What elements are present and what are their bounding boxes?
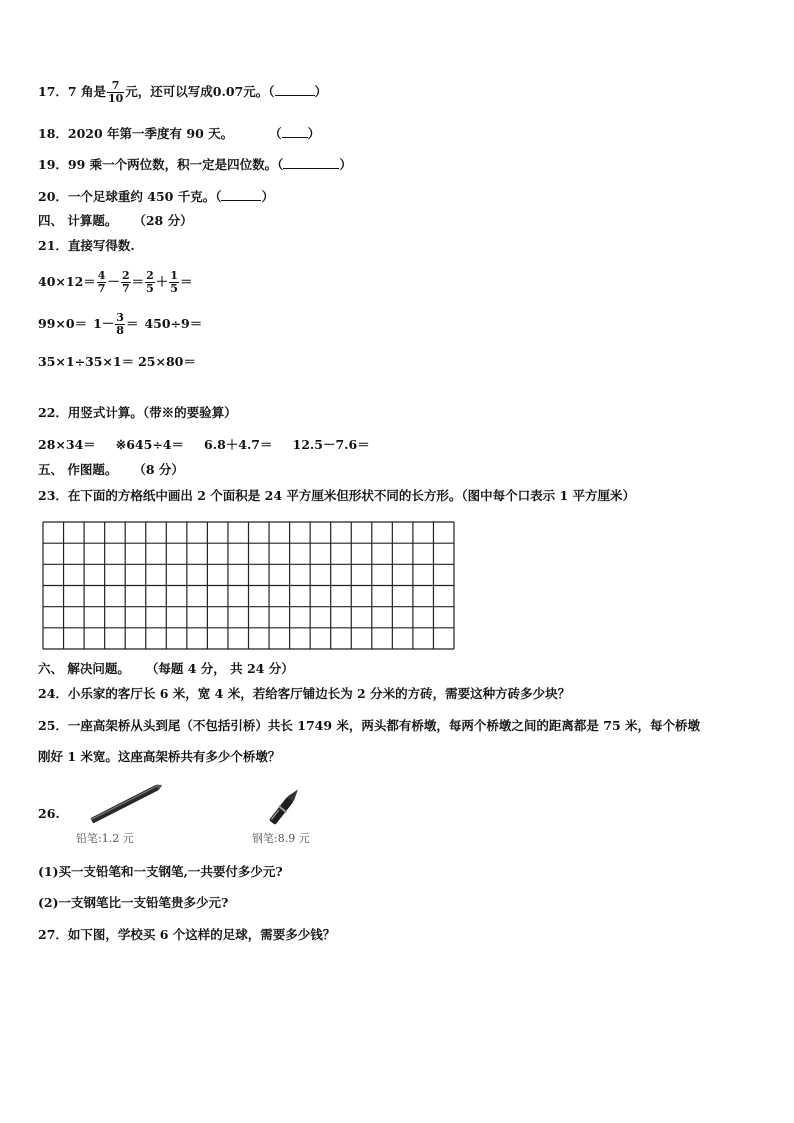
section-4-heading: 四、 计算题。 （28 分） bbox=[38, 213, 193, 228]
section-6-heading: 六、 解决问题。 （每题 4 分， 共 24 分） bbox=[38, 661, 294, 676]
answer-blank[interactable] bbox=[275, 83, 315, 96]
question-21-row-2: 99×0＝ 1－ $\frac{3}{8}$ ＝ 450÷9＝ bbox=[38, 311, 203, 337]
square-grid-paper[interactable] bbox=[42, 521, 455, 650]
question-21-row-3: 35×1÷35×1＝ 25×80＝ bbox=[38, 354, 196, 369]
fraction: $\frac{2}{5}$ bbox=[146, 269, 154, 295]
question-21-row-1: 40×12＝ $\frac{4}{7}$ － $\frac{2}{7}$ ＝ $\frac{2}{5}$ ＋ $\frac{1}{5}$ ＝ bbox=[38, 269, 193, 295]
fraction: $\frac{2}{7}$ bbox=[121, 269, 130, 295]
question-25-line-1: 25．一座高架桥从头到尾（不包括引桥）共长 1749 米，两头都有桥墩，每两个桥墩之间的距离都是 75 米，每个桥墩 bbox=[38, 718, 700, 733]
question-25-line-2: 刚好 1 米宽。这座高架桥共有多少个桥墩？ bbox=[38, 749, 281, 764]
fraction: $\frac{3}{8}$ bbox=[116, 311, 124, 337]
question-22-title: 22．用竖式计算。（带※的要验算） bbox=[38, 405, 237, 420]
question-24: 24．小乐家的客厅长 6 米，宽 4 米，若给客厅铺边长为 2 分米的方砖，需要这种方砖多少块？ bbox=[38, 686, 571, 701]
question-22-items: 28×34＝ ※645÷4＝ 6.8＋4.7＝ 12.5－7.6＝ bbox=[38, 437, 370, 452]
fraction: $\frac{7}{10}$ bbox=[107, 79, 124, 105]
fraction: $\frac{4}{7}$ bbox=[97, 269, 106, 295]
fountain-pen-image bbox=[262, 782, 308, 830]
question-19: 19．99 乘一个两位数，积一定是四位数。（ ） bbox=[38, 157, 352, 172]
fraction: $\frac{1}{5}$ bbox=[170, 269, 178, 295]
question-26-sub-2: (2)一支钢笔比一支铅笔贵多少元? bbox=[38, 895, 229, 910]
question-21-title: 21．直接写得数. bbox=[38, 238, 135, 253]
answer-blank[interactable] bbox=[221, 188, 261, 201]
section-5-heading: 五、 作图题。 （8 分） bbox=[38, 462, 184, 477]
question-26-number: 26. bbox=[38, 806, 60, 821]
question-18: 18．2020 年第一季度有 90 天。 （ ） bbox=[38, 126, 321, 141]
question-17: 17．7 角是 $\frac{7}{10}$ 元，还可以写成0.07元。（ ） bbox=[38, 79, 328, 105]
answer-blank[interactable] bbox=[283, 156, 339, 169]
pencil-price-caption: 铅笔:1.2 元 bbox=[76, 832, 134, 845]
question-20: 20．一个足球重约 450 千克。（ ） bbox=[38, 189, 274, 204]
question-26-sub-1: (1)买一支铅笔和一支钢笔,一共要付多少元? bbox=[38, 864, 283, 879]
pen-price-caption: 钢笔:8.9 元 bbox=[252, 832, 310, 845]
answer-blank[interactable] bbox=[282, 125, 308, 138]
question-23: 23．在下面的方格纸中画出 2 个面积是 24 平方厘米但形状不同的长方形。（图中每个口表示 1 平方厘米） bbox=[38, 488, 636, 503]
question-27: 27．如下图，学校买 6 个这样的足球，需要多少钱？ bbox=[38, 927, 336, 942]
pencil-image bbox=[86, 780, 168, 828]
